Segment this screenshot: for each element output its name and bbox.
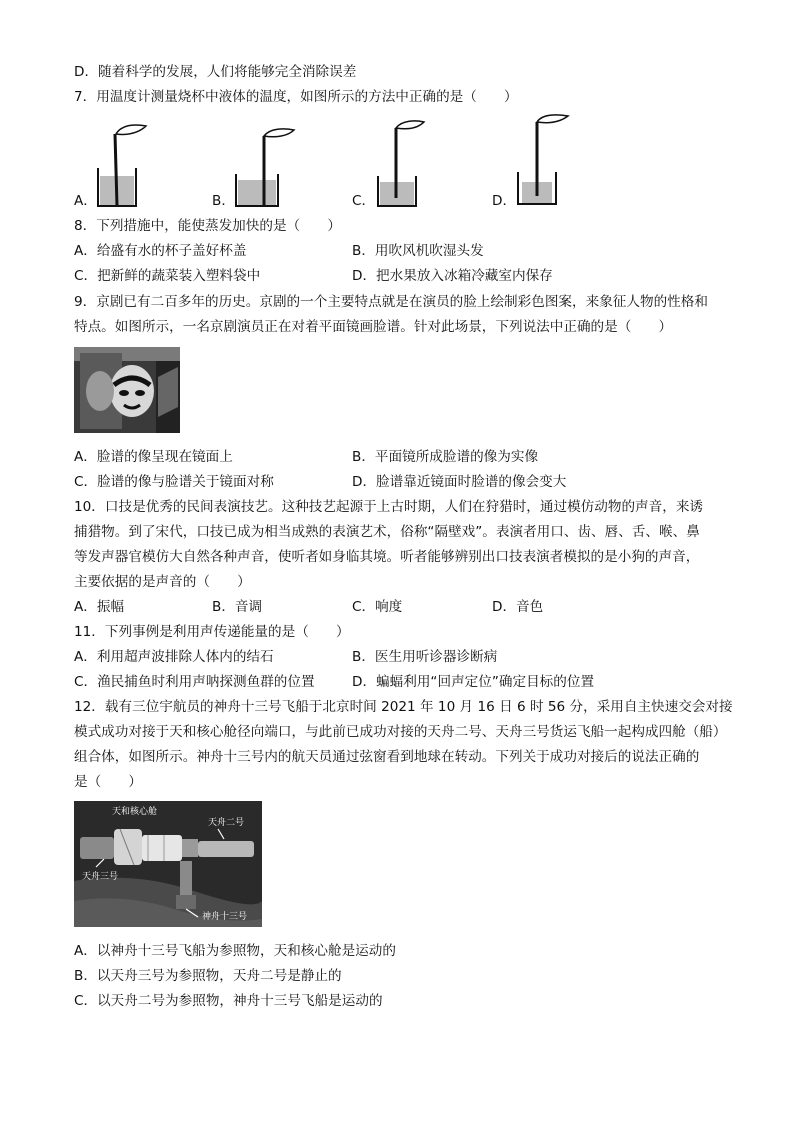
photo-label-shenzhou13: 神舟十三号 (202, 912, 248, 922)
q11-option-d: D．蝙蝠利用“回声定位”确定目标的位置 (352, 674, 595, 690)
q7-stem: 7．用温度计测量烧杯中液体的温度，如图所示的方法中正确的是（ ） (74, 89, 518, 105)
q8-option-b: B．用吹风机吹湿头发 (352, 243, 484, 259)
beaker-thermometer-figure-c (376, 118, 440, 210)
beaker-thermometer-figure-a (96, 120, 160, 210)
photo-label-tianzhou2: 天舟二号 (208, 818, 245, 828)
q9-option-b: B．平面镜所成脸谱的像为实像 (352, 449, 539, 465)
q11-stem: 11．下列事例是利用声传递能量的是（ ） (74, 624, 350, 640)
space-station-photo (74, 801, 262, 927)
q11-option-c: C．渔民捕鱼时利用声呐探测鱼群的位置 (74, 674, 315, 690)
q10-stem-line3: 等发声器官模仿大自然各种声音，使听者如身临其境。听者能够辨别出口技表演者模拟的是小狗的声音， (74, 549, 700, 565)
q12-option-b: B．以天舟三号为参照物，天舟二号是静止的 (74, 968, 342, 984)
q8-stem: 8．下列措施中，能使蒸发加快的是（ ） (74, 218, 341, 234)
photo-label-tianhe: 天和核心舱 (112, 807, 158, 817)
q10-stem-line1: 10．口技是优秀的民间表演技艺。这种技艺起源于上古时期，人们在狩猎时，通过模仿动物的声音，来诱 (74, 499, 704, 515)
q7-label-c: C． (352, 193, 376, 209)
q9-option-d: D．脸谱靠近镜面时脸谱的像会变大 (352, 474, 567, 490)
photo-label-tianzhou3: 天舟三号 (82, 872, 119, 882)
q10-option-d: D．音色 (492, 599, 544, 615)
q6-option-d: D．随着科学的发展，人们将能够完全消除误差 (74, 64, 357, 80)
q10-stem-line4: 主要依据的是声音的（ ） (74, 574, 251, 590)
q7-label-b: B． (212, 193, 235, 209)
q10-option-b: B．音调 (212, 599, 263, 615)
q8-option-c: C．把新鲜的蔬菜装入塑料袋中 (74, 268, 261, 284)
q12-stem-line2: 模式成功对接于天和核心舱径向端口，与此前已成功对接的天舟二号、天舟三号货运飞船一起构成四舱（船） (74, 724, 727, 740)
opera-mirror-photo (74, 347, 180, 433)
q12-stem-line4: 是（ ） (74, 774, 142, 790)
q7-label-d: D． (492, 193, 517, 209)
q12-stem-line3: 组合体，如图所示。神舟十三号内的航天员通过弦窗看到地球在转动。下列关于成功对接后的说法正确的 (74, 749, 700, 765)
q12-stem-line1: 12．载有三位宇航员的神舟十三号飞船于北京时间 2021 年 10 月 16 日 6 时 56 分，采用自主快速交会对接 (74, 699, 733, 715)
q9-stem-line2: 特点。如图所示，一名京剧演员正在对着平面镜画脸谱。针对此场景，下列说法中正确的是（ ） (74, 319, 673, 335)
beaker-thermometer-figure-d (516, 112, 576, 210)
q11-option-a: A．利用超声波排除人体内的结石 (74, 649, 274, 665)
q9-stem-line1: 9．京剧已有二百多年的历史。京剧的一个主要特点就是在演员的脸上绘制彩色图案，来象征人物的性格和 (74, 294, 708, 310)
q9-option-a: A．脸谱的像呈现在镜面上 (74, 449, 233, 465)
q10-option-a: A．振幅 (74, 599, 125, 615)
q10-option-c: C．响度 (352, 599, 403, 615)
q10-stem-line2: 捕猎物。到了宋代，口技已成为相当成熟的表演艺术，俗称“隔壁戏”。表演者用口、齿、唇、舌、喉、鼻 (74, 524, 700, 540)
q11-option-b: B．医生用听诊器诊断病 (352, 649, 498, 665)
q12-option-a: A．以神舟十三号飞船为参照物，天和核心舱是运动的 (74, 943, 396, 959)
q9-option-c: C．脸谱的像与脸谱关于镜面对称 (74, 474, 274, 490)
q8-option-a: A．给盛有水的杯子盖好杯盖 (74, 243, 247, 259)
beaker-thermometer-figure-b (234, 126, 300, 210)
q7-label-a: A． (74, 193, 97, 209)
q12-option-c: C．以天舟二号为参照物，神舟十三号飞船是运动的 (74, 993, 383, 1009)
q8-option-d: D．把水果放入冰箱冷藏室内保存 (352, 268, 553, 284)
